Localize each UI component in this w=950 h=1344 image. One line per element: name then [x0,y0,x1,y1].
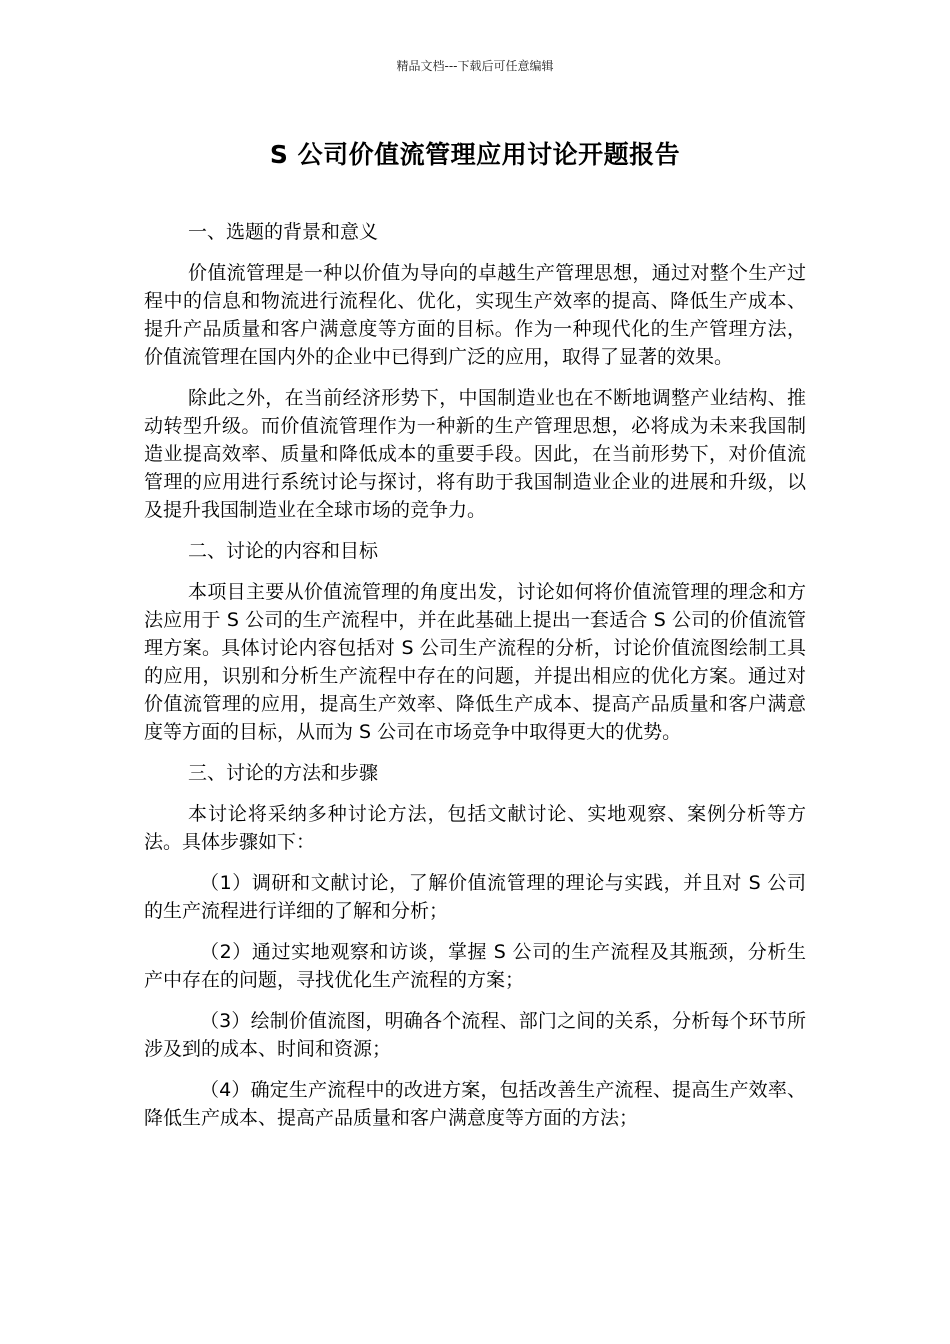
step-item [144,1076,806,1132]
paragraph: 价值流管理是一种以价值为导向的卓越生产管理思想，通过对整个生产过程中的信息和物流进行流程化、优化，实现生产效率的提高、降低生产成本、提升产品质量和客户满意度等方面的目标。作为一种现代化的生产管理方法，价值流管理在国内外的企业中已得到广泛的应用，取得了显著的效果。 [144,262,806,368]
step-item [144,1007,806,1063]
step-text: 确定生产流程中的改进方案，包括改善生产流程、提高生产效率、降低生产成本、提高产品质量和客户满意度等方面的方法； [144,1079,806,1129]
step-text: 调研和文献讨论，了解价值流管理的理论与实践，并且对 S 公司的生产流程进行详细的了解和分析； [144,872,806,922]
step-text: 绘制价值流图，明确各个流程、部门之间的关系，分析每个环节所涉及到的成本、时间和资源； [144,1010,806,1060]
section-heading-background: 一、选题的背景和意义 [188,221,379,243]
section-heading-content: 二、讨论的内容和目标 [188,540,379,562]
step-number: （3） [200,1010,251,1032]
paragraph: 除此之外，在当前经济形势下，中国制造业也在不断地调整产业结构、推动转型升级。而价值流管理作为一种新的生产管理思想，必将成为未来我国制造业提高效率、质量和降低成本的重要手段。因此，在当前形势下，对价值流管理的应用进行系统讨论与探讨，将有助于我国制造业企业的进展和升级，以及提升我国制造业在全球市场的竞争力。 [144,387,806,521]
step-item [144,869,806,925]
step-text: 通过实地观察和访谈，掌握 S 公司的生产流程及其瓶颈，分析生产中存在的问题，寻找优化生产流程的方案； [144,941,806,991]
step-number: （2） [200,941,252,963]
step-item [144,938,806,994]
paragraph: 本讨论将采纳多种讨论方法，包括文献讨论、实地观察、案例分析等方法。具体步骤如下： [144,803,806,853]
document-title: S 公司价值流管理应用讨论开题报告 [269,140,681,169]
step-number: （4） [200,1079,251,1101]
section-heading-methods: 三、讨论的方法和步骤 [188,762,379,784]
document-body [144,218,806,1145]
paragraph: 本项目主要从价值流管理的角度出发，讨论如何将价值流管理的理念和方法应用于 S 公司的生产流程中，并在此基础上提出一套适合 S 公司的价值流管理方案。具体讨论内容包括对 S 公司生产流程的分析，讨论价值流图绘制工具的应用，识别和分析生产流程中存在的问题，并提出相应的优化方案。通过对价值流管理的应用，提高生产效率、降低生产成本、提高产品质量和客户满意度等方面的目标，从而为 S 公司在市场竞争中取得更大的优势。 [144,581,806,743]
step-number: （1） [200,872,252,894]
header-note: 精品文档---下载后可任意编辑 [396,59,554,73]
